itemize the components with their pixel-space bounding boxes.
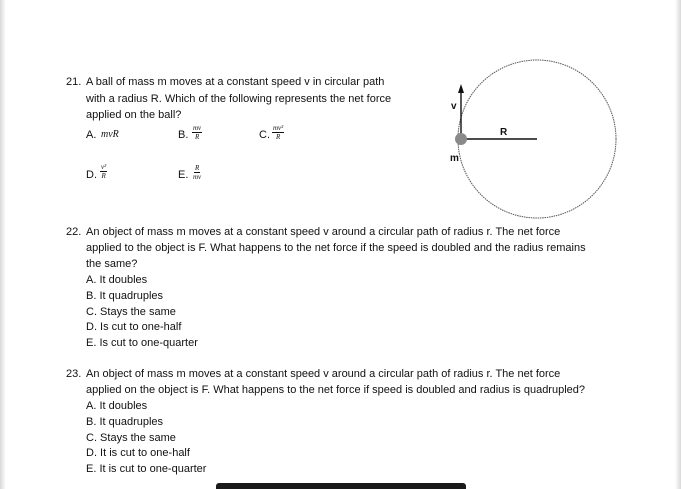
answer-option: A. It doubles (86, 400, 148, 412)
fraction-numerator: v² (101, 163, 107, 171)
fraction-denominator: R (194, 133, 200, 141)
question-text-line: applied on the ball? (86, 109, 182, 121)
option-d-fraction (100, 163, 107, 180)
question-text-line: An object of mass m moves at a constant speed v around a circular path of radius r. The net force (86, 226, 561, 238)
answer-option: B. It quadruples (86, 290, 164, 302)
option-letter: A. (86, 129, 97, 141)
question-text-line: with a radius R. Which of the following represents the net force (86, 93, 392, 105)
horizontal-scrollbar[interactable] (216, 483, 466, 489)
answer-option: D. It is cut to one-half (86, 447, 190, 459)
answer-option: E. Is cut to one-quarter (86, 337, 198, 349)
left-edge-shadow (0, 0, 6, 489)
answer-option: E. It is cut to one-quarter (86, 463, 207, 475)
answer-option: D. Is cut to one-half (86, 321, 182, 333)
option-e-fraction (192, 164, 202, 181)
fraction-numerator: mv (193, 124, 202, 132)
option-a-expression: mvR (101, 129, 119, 140)
option-c-fraction (272, 124, 284, 141)
fraction-denominator: R (101, 172, 106, 180)
radius-label: R (500, 127, 508, 138)
ball-mass (455, 133, 467, 145)
answer-option: B. It quadruples (86, 416, 164, 428)
answer-option: C. Stays the same (86, 306, 176, 318)
fraction-denominator: mv (193, 173, 202, 181)
question-number: 21. (66, 76, 82, 88)
question-text-line: A ball of mass m moves at a constant speed v in circular path (86, 76, 385, 88)
fraction-numerator: mv² (273, 124, 284, 132)
answer-option: A. It doubles (86, 274, 148, 286)
question-text-line: applied on the object is F. What happens to the net force if speed is doubled and radius is quadrupled? (86, 384, 586, 396)
fraction-denominator: R (275, 133, 281, 141)
circular-motion-diagram (440, 55, 630, 230)
option-letter: E. (178, 169, 189, 181)
velocity-label: v (451, 101, 457, 112)
option-letter: C. (259, 129, 270, 141)
option-letter: B. (178, 129, 189, 141)
question-text-line: An object of mass m moves at a constant speed v around a circular path of radius r. The net force (86, 368, 561, 380)
mass-label: m (450, 153, 459, 164)
question-text-line: applied to the object is F. What happens to the net force if the speed is doubled and the radius remains (86, 242, 586, 254)
fraction-numerator: R (194, 164, 200, 172)
question-text-line: the same? (86, 258, 138, 270)
question-number: 23. (66, 368, 82, 380)
answer-option: C. Stays the same (86, 432, 176, 444)
right-edge-shadow (675, 0, 681, 489)
option-b-fraction (192, 124, 202, 141)
question-number: 22. (66, 226, 82, 238)
velocity-arrowhead (458, 84, 464, 93)
option-letter: D. (86, 169, 97, 181)
